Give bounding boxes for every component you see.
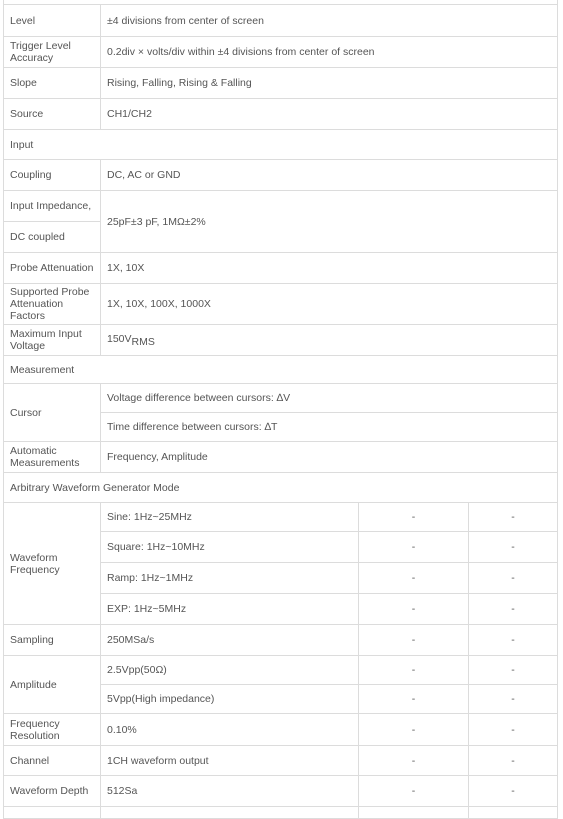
row-value: 1CH waveform output	[101, 746, 359, 776]
row-label: Coupling	[4, 160, 101, 191]
dash-cell: -	[469, 746, 558, 776]
row-value: Frequency, Amplitude	[101, 442, 558, 473]
row-value: Square: 1Hz~10MHz	[101, 532, 359, 563]
row-label: DC coupled	[4, 222, 101, 253]
row-label: Maximum Input Voltage	[4, 325, 101, 356]
table-row	[4, 384, 558, 413]
dash-cell: -	[359, 594, 469, 625]
voltage-unit: RMS	[131, 335, 155, 348]
row-label: Cursor	[4, 384, 101, 442]
dash-cell: -	[469, 532, 558, 563]
dash-cell: -	[469, 776, 558, 807]
row-value: DC, AC or GND	[101, 160, 558, 191]
table-row	[4, 5, 558, 37]
table-row	[4, 253, 558, 284]
section-row	[4, 473, 558, 503]
row-label: Level	[4, 5, 101, 37]
table-row	[4, 191, 558, 222]
row-value: CH1/CH2	[101, 99, 558, 130]
row-value: EXP: 1Hz~5MHz	[101, 594, 359, 625]
row-value	[101, 325, 558, 356]
voltage-value: 150V	[107, 332, 132, 345]
row-value: 2.5Vpp(50Ω)	[101, 656, 359, 685]
row-label: Trigger Level Accuracy	[4, 37, 101, 68]
dash-cell: -	[359, 746, 469, 776]
table-row	[4, 68, 558, 99]
table-row	[4, 746, 558, 776]
table-row	[4, 442, 558, 473]
row-label: Amplitude	[4, 656, 101, 714]
row-value: 25pF±3 pF, 1MΩ±2%	[101, 191, 558, 253]
dash-cell: -	[469, 503, 558, 532]
section-row	[4, 356, 558, 384]
row-value: 1X, 10X	[101, 253, 558, 284]
dash-cell: -	[359, 714, 469, 746]
row-label: Supported Probe Attenuation Factors	[4, 284, 101, 325]
row-value: Rising, Falling, Rising & Falling	[101, 68, 558, 99]
row-value: Time difference between cursors: ∆T	[101, 413, 558, 442]
dash-cell: -	[359, 503, 469, 532]
table-row	[4, 503, 558, 532]
row-label: Channel	[4, 746, 101, 776]
dash-cell: -	[359, 563, 469, 594]
row-value: Voltage difference between cursors: ∆V	[101, 384, 558, 413]
row-value: 0.10%	[101, 714, 359, 746]
row-label: Frequency Resolution	[4, 714, 101, 746]
dash-cell: -	[359, 625, 469, 656]
dash-cell: -	[469, 625, 558, 656]
row-label: Source	[4, 99, 101, 130]
dash-cell: -	[469, 714, 558, 746]
dash-cell: -	[359, 532, 469, 563]
table-row	[4, 284, 558, 325]
row-label: Automatic Measurements	[4, 442, 101, 473]
dash-cell: -	[469, 685, 558, 714]
row-label: Waveform Depth	[4, 776, 101, 807]
section-row	[4, 130, 558, 160]
table-row	[4, 99, 558, 130]
dash-cell: -	[469, 594, 558, 625]
row-value: 250MSa/s	[101, 625, 359, 656]
spec-table	[3, 0, 558, 819]
dash-cell: -	[359, 776, 469, 807]
section-title: Input	[4, 130, 558, 160]
dash-cell: -	[469, 563, 558, 594]
table-row	[4, 37, 558, 68]
row-value: 512Sa	[101, 776, 359, 807]
table-row	[4, 625, 558, 656]
row-label: Sampling	[4, 625, 101, 656]
row-value: Ramp: 1Hz~1MHz	[101, 563, 359, 594]
row-value: Sine: 1Hz~25MHz	[101, 503, 359, 532]
row-value: 5Vpp(High impedance)	[101, 685, 359, 714]
row-label: Slope	[4, 68, 101, 99]
row-label: Input Impedance,	[4, 191, 101, 222]
table-row	[4, 714, 558, 746]
row-label: Probe Attenuation	[4, 253, 101, 284]
dash-cell: -	[359, 685, 469, 714]
row-value: 0.2div × volts/div within ±4 divisions from center of screen	[101, 37, 558, 68]
section-title: Measurement	[4, 356, 558, 384]
section-title: Arbitrary Waveform Generator Mode	[4, 473, 558, 503]
table-row	[4, 656, 558, 685]
dash-cell: -	[469, 656, 558, 685]
table-row	[4, 807, 558, 819]
table-row	[4, 776, 558, 807]
table-row	[4, 160, 558, 191]
dash-cell: -	[359, 656, 469, 685]
table-row	[4, 325, 558, 356]
row-value: 1X, 10X, 100X, 1000X	[101, 284, 558, 325]
row-value: ±4 divisions from center of screen	[101, 5, 558, 37]
row-label: Waveform Frequency	[4, 503, 101, 625]
